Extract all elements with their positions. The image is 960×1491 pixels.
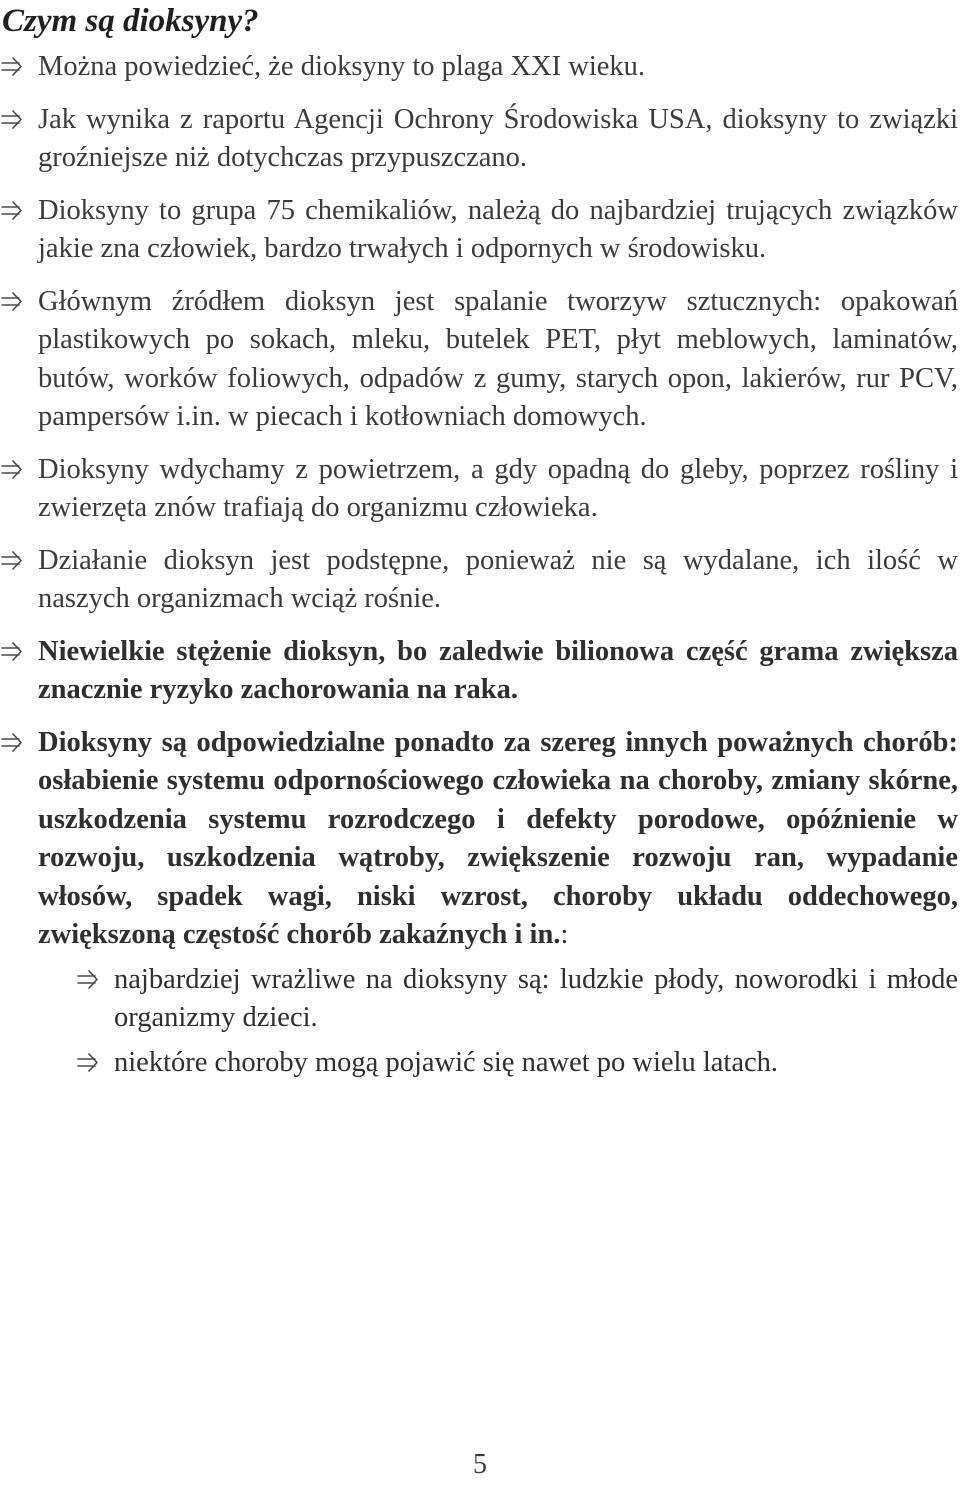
list-item-emphasized xyxy=(0,633,958,710)
implies-arrow-icon xyxy=(76,965,100,995)
list-item xyxy=(0,283,958,437)
sub-list-item-text: niektóre choroby mogą pojawić się nawet po wielu latach. xyxy=(114,1046,778,1078)
list-item xyxy=(0,451,958,528)
list-item-emphasized xyxy=(0,724,958,1083)
sub-list-item xyxy=(38,1044,958,1083)
implies-arrow-icon xyxy=(76,1048,100,1078)
sub-list xyxy=(38,961,958,1083)
implies-arrow-icon xyxy=(0,455,24,485)
list-item-text: Działanie dioksyn jest podstępne, ponieważ nie są wydalane, ich ilość w naszych organizmach wciąż rośnie. xyxy=(38,544,958,614)
list-item-text: Dioksyny są odpowiedzialne ponadto za szereg innych poważnych chorób: osłabienie systemu odpornościowego człowieka na choroby, zmiany skórne, uszkodzenia systemu rozrodczego i defekty porodowe, opóźnienie w rozwoju, uszkodzenia wątroby, zwiększenie rozwoju ran, wypadanie włosów, spadek wagi, niski wzrost, choroby układu oddechowego, zwiększoną częstość chorób zakaźnych i in. xyxy=(38,726,958,950)
list-item xyxy=(0,192,958,269)
list-item-text: Można powiedzieć, że dioksyny to plaga XXI wieku. xyxy=(38,51,646,82)
implies-arrow-icon xyxy=(0,637,24,667)
bullet-list xyxy=(0,48,958,1096)
list-item-text: Głównym źródłem dioksyn jest spalanie tworzyw sztucznych: opakowań plastikowych po sokach, mleku, butelek PET, płyt meblowych, laminatów, butów, worków foliowych, odpadów z gumy, starych opon, lakierów, rur PCV, pampersów i.in. w piecach i kotłowniach domowych. xyxy=(38,285,958,432)
list-item-text: Dioksyny wdychamy z powietrzem, a gdy opadną do gleby, poprzez rośliny i zwierzęta znów trafiają do organizmu człowieka. xyxy=(38,453,958,523)
list-item-text: Jak wynika z raportu Agencji Ochrony Środowiska USA, dioksyny to związki groźniejsze niż dotychczas przypuszczano. xyxy=(38,103,958,173)
sub-list-item xyxy=(38,961,958,1038)
implies-arrow-icon xyxy=(0,105,24,135)
list-item xyxy=(0,101,958,178)
implies-arrow-icon xyxy=(0,196,24,226)
page-number: 5 xyxy=(473,1449,487,1480)
implies-arrow-icon xyxy=(0,287,24,317)
list-item xyxy=(0,542,958,619)
list-item-suffix: : xyxy=(560,919,569,950)
implies-arrow-icon xyxy=(0,728,24,758)
implies-arrow-icon xyxy=(0,52,24,82)
list-item-text: Niewielkie stężenie dioksyn, bo zaledwie bilionowa część grama zwiększa znacznie ryzyko zachorowania na raka. xyxy=(38,635,958,705)
list-item-text: Dioksyny to grupa 75 chemikaliów, należą do najbardziej trujących związków jakie zna człowiek, bardzo trwałych i odpornych w środowisku. xyxy=(38,194,958,264)
list-item xyxy=(0,48,958,87)
sub-list-item-text: najbardziej wrażliwe na dioksyny są: ludzkie płody, noworodki i młode organizmy dzieci. xyxy=(114,963,958,1033)
implies-arrow-icon xyxy=(0,546,24,576)
page-title: Czym są dioksyny? xyxy=(2,3,259,39)
